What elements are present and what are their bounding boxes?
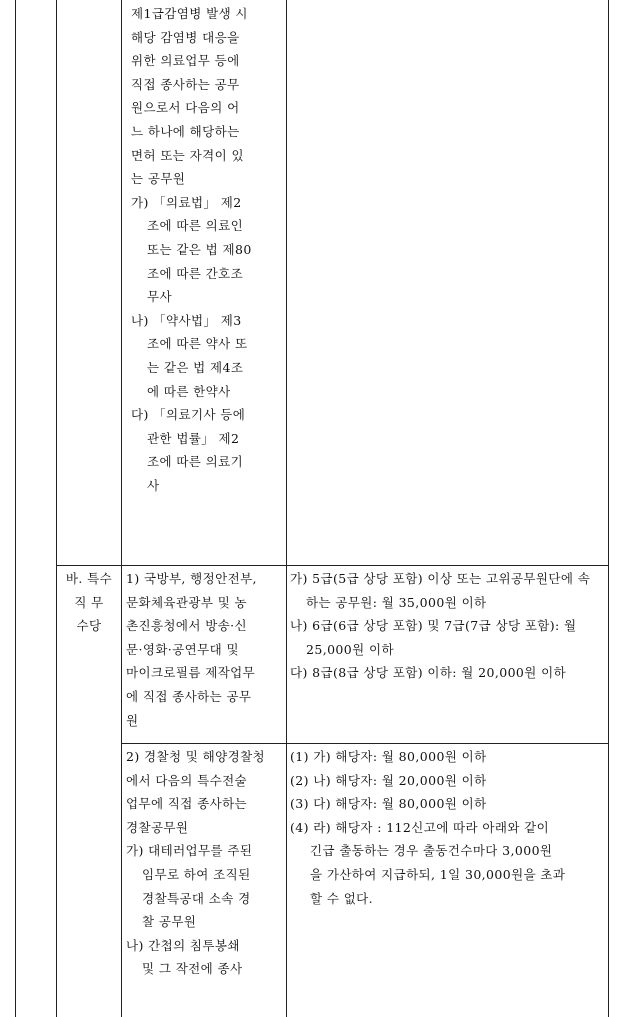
infection-duty-line: 가) 「의료법」 제2 [131, 194, 242, 210]
item1-desc-line: 1) 국방부, 행정안전부, [126, 571, 257, 586]
section-label-line: 수당 [76, 618, 102, 634]
item1-description [126, 567, 284, 732]
item2-desc-line: 임무로 하여 조직된 [142, 866, 251, 882]
section-ba-label [58, 567, 120, 638]
item2-pay-line: (3) 다) 해당자: 월 80,000원 이하 [290, 796, 487, 812]
section-label-line: 바. 특수 [65, 571, 113, 586]
infection-duty-line: 위한 의료업무 등에 [131, 53, 240, 69]
infection-duty-line: 관한 법률」 제2 [147, 430, 240, 446]
item1-desc-line: 촌진흥청에서 방송·신 [126, 618, 248, 634]
infection-duty-line: 해당 감염병 대응을 [131, 29, 240, 45]
infection-duty-line: 무사 [147, 289, 172, 305]
item2-pay-line: 을 가산하여 지급하되, 1일 30,000원을 초과 [310, 866, 566, 882]
infection-duty-line: 사 [147, 477, 160, 493]
item1-pay-line: 가) 5급(5급 상당 포함) 이상 또는 고위공무원단에 속 [290, 571, 591, 586]
item2-desc-line: 찰 공무원 [142, 914, 197, 930]
infection-duty-line: 에 따른 한약사 [147, 383, 231, 399]
item2-desc-line: 2) 경찰청 및 해양경찰청 [126, 749, 266, 764]
item2-desc-line: 경찰특공대 소속 경 [142, 890, 251, 906]
infection-duty-line: 조에 따른 의료인 [147, 218, 244, 234]
infection-duty-line: 조에 따른 약사 또 [147, 336, 248, 352]
table-border-right [608, 0, 609, 1017]
item2-pay-line: 할 수 없다. [310, 890, 374, 906]
infection-duty-line: 는 같은 법 제4조 [147, 359, 244, 375]
item2-pay-rates [290, 745, 606, 910]
item1-pay-line: 나) 6급(6급 상당 포함) 및 7급(7급 상당 포함): 월 [290, 618, 577, 634]
item2-pay-line: (4) 라) 해당자 : 112신고에 따라 아래와 같이 [290, 819, 550, 835]
infection-duty-line: 조에 따른 간호조 [147, 265, 244, 281]
item1-desc-line: 마이크로필름 제작업무 [126, 665, 256, 681]
item2-desc-line: 나) 간첩의 침투봉쇄 [126, 937, 240, 953]
row-divider-item2 [121, 743, 609, 744]
row-divider-ba [56, 565, 609, 566]
item1-pay-line: 하는 공무원: 월 35,000원 이하 [306, 594, 487, 610]
item2-desc-line: 에서 다음의 특수전술 [126, 772, 248, 788]
infection-duty-line: 직접 종사하는 공무 [131, 76, 240, 92]
infection-duty-line: 다) 「의료기사 등에 [131, 407, 246, 423]
item2-description [126, 745, 284, 981]
item1-pay-line: 25,000원 이하 [306, 641, 394, 657]
section-label-line: 직 무 [74, 594, 104, 610]
column-divider-3 [286, 0, 287, 1017]
item1-desc-line: 에 직접 종사하는 공무 [126, 688, 252, 704]
item2-pay-line: (1) 가) 해당자: 월 80,000원 이하 [290, 749, 487, 764]
infection-duty-line: 조에 따른 의료기 [147, 454, 244, 470]
infection-duty-text [131, 2, 281, 497]
item1-desc-line: 문·영화·공연무대 및 [126, 641, 239, 657]
item2-desc-line: 가) 대테러업무를 주된 [126, 843, 253, 859]
item1-desc-line: 문화체육관광부 및 농 [126, 594, 248, 610]
item1-pay-line: 다) 8급(8급 상당 포함) 이하: 월 20,000원 이하 [290, 665, 567, 681]
infection-duty-line: 나) 「약사법」 제3 [131, 312, 242, 328]
infection-duty-line: 제1급감염병 발생 시 [131, 6, 248, 21]
item2-desc-line: 및 그 작전에 종사 [142, 961, 243, 977]
infection-duty-line: 느 하나에 해당하는 [131, 123, 240, 139]
item1-desc-line: 원 [126, 712, 139, 728]
infection-duty-line: 또는 같은 법 제80 [147, 241, 252, 257]
item2-desc-line: 업무에 직접 종사하는 [126, 796, 248, 812]
column-divider-1 [56, 0, 57, 1017]
item1-pay-rates [290, 567, 606, 685]
column-divider-2 [121, 0, 122, 1017]
item2-pay-line: (2) 나) 해당자: 월 20,000원 이하 [290, 772, 487, 788]
item2-pay-line: 긴급 출동하는 경우 출동건수마다 3,000원 [310, 843, 553, 859]
infection-duty-line: 면허 또는 자격이 있 [131, 147, 244, 163]
infection-duty-line: 는 공무원 [131, 171, 186, 187]
item2-desc-line: 경찰공무원 [126, 819, 189, 835]
table-border-left [15, 0, 16, 1017]
infection-duty-line: 원으로서 다음의 어 [131, 100, 240, 116]
